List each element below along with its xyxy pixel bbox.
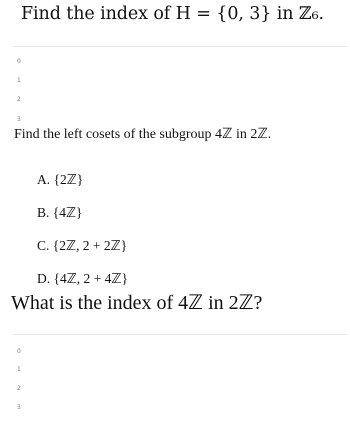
scale-tick[interactable]: 3 xyxy=(17,116,21,123)
option-letter: C. xyxy=(37,238,50,253)
option-letter: A. xyxy=(37,172,51,187)
divider xyxy=(14,46,346,47)
option-d[interactable] xyxy=(37,271,128,287)
scale-tick[interactable]: 2 xyxy=(17,96,21,103)
scale-tick[interactable]: 1 xyxy=(17,366,21,373)
option-letter: B. xyxy=(37,205,50,220)
option-text: {4ℤ} xyxy=(52,205,83,220)
question-1-title: Find the index of H = {0, 3} in ℤ₆. xyxy=(21,4,324,24)
option-text: {4ℤ, 2 + 4ℤ} xyxy=(53,271,128,286)
scale-tick[interactable]: 1 xyxy=(17,77,21,84)
option-b[interactable] xyxy=(37,205,83,221)
scale-tick[interactable]: 3 xyxy=(17,404,21,411)
scale-tick[interactable]: 2 xyxy=(17,385,21,392)
divider xyxy=(14,334,346,335)
option-text: {2ℤ, 2 + 2ℤ} xyxy=(52,238,128,253)
question-3-prompt: What is the index of 4ℤ in 2ℤ? xyxy=(11,292,263,314)
option-c[interactable] xyxy=(37,238,127,254)
option-a[interactable] xyxy=(37,172,83,188)
scale-tick[interactable]: 0 xyxy=(17,58,21,65)
question-2-prompt: Find the left cosets of the subgroup 4ℤ in 2ℤ. xyxy=(14,127,272,142)
scale-tick[interactable]: 0 xyxy=(17,348,21,355)
option-letter: D. xyxy=(37,271,51,286)
option-text: {2ℤ} xyxy=(53,172,84,187)
